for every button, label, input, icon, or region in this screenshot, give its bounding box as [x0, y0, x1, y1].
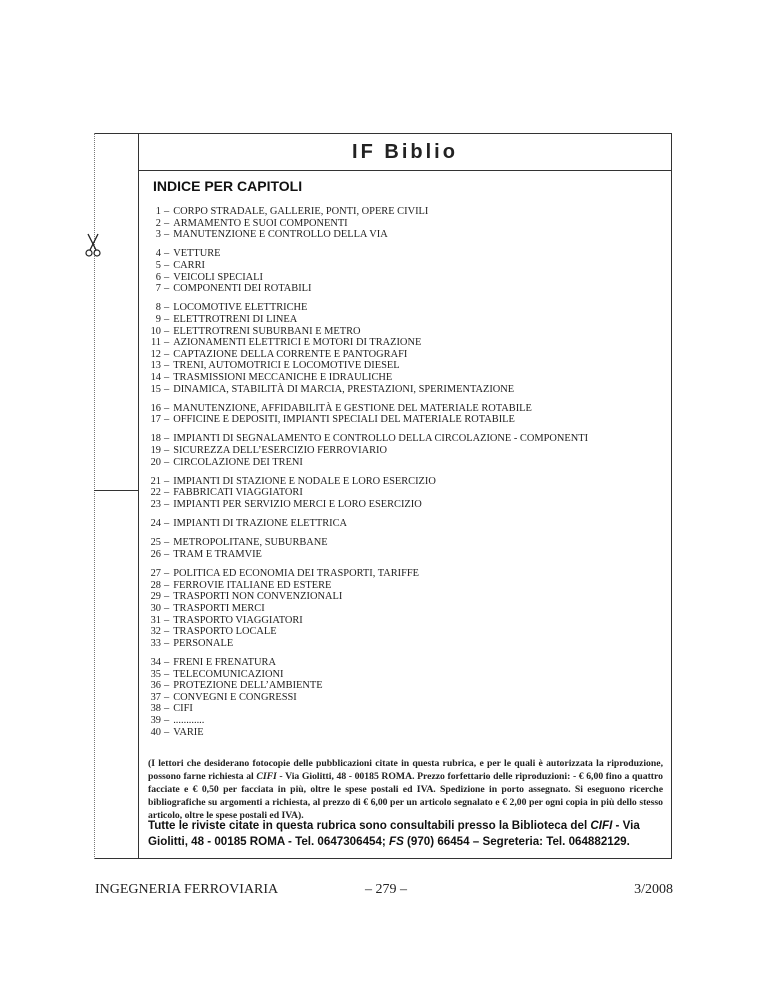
- chapter-dash: –: [164, 248, 170, 260]
- margin-divider: [138, 133, 139, 859]
- chapter-number: 36: [150, 680, 161, 692]
- chapter-group: [148, 518, 663, 530]
- chapter-number: 6: [155, 271, 161, 283]
- chapter-item: [148, 457, 663, 469]
- chapter-item: [148, 302, 663, 314]
- chapter-label: IMPIANTI DI SEGNALAMENTO E CONTROLLO DELLA CIRCOLAZIONE - COMPONENTI: [173, 433, 589, 445]
- chapter-item: [148, 669, 663, 681]
- chapter-item: [148, 360, 663, 372]
- chapter-dash: –: [164, 726, 170, 738]
- chapter-number: 35: [150, 668, 161, 680]
- chapter-dash: –: [164, 537, 170, 549]
- chapter-dash: –: [164, 337, 170, 349]
- margin-tick: [94, 490, 138, 491]
- chapter-item: [148, 314, 663, 326]
- chapter-group: [148, 206, 663, 241]
- chapter-group: [148, 403, 663, 426]
- chapter-label: ............: [173, 714, 205, 726]
- chapter-number: 27: [150, 568, 161, 580]
- chapter-number: 11: [150, 337, 161, 349]
- chapter-item: [148, 591, 663, 603]
- chapter-number: 24: [150, 518, 161, 530]
- chapter-item: [148, 615, 663, 627]
- chapter-dash: –: [164, 602, 170, 614]
- chapter-item: [148, 283, 663, 295]
- chapter-label: VARIE: [173, 726, 204, 738]
- chapter-item: [148, 518, 663, 530]
- chapter-number: 4: [155, 248, 161, 260]
- chapter-number: 14: [150, 371, 161, 383]
- chapter-dash: –: [164, 271, 170, 283]
- chapter-number: 33: [150, 637, 161, 649]
- chapter-number: 40: [150, 726, 161, 738]
- chapter-label: TRASPORTI NON CONVENZIONALI: [173, 591, 343, 603]
- chapter-dash: –: [164, 313, 170, 325]
- photocopy-note: [148, 757, 663, 822]
- chapter-item: [148, 433, 663, 445]
- chapter-item: [148, 248, 663, 260]
- chapter-number: 12: [150, 348, 161, 360]
- chapter-item: [148, 580, 663, 592]
- chapter-item: [148, 218, 663, 230]
- availability-text-1: Tutte le riviste citate in questa rubrica sono consultabili presso la Biblioteca del: [148, 819, 591, 832]
- chapter-label: ELETTROTRENI SUBURBANI E METRO: [173, 325, 361, 337]
- chapter-dash: –: [164, 668, 170, 680]
- chapter-number: 1: [155, 206, 161, 217]
- chapter-number: 39: [150, 714, 161, 726]
- chapter-label: LOCOMOTIVE ELETTRICHE: [173, 302, 308, 314]
- chapter-label: VEICOLI SPECIALI: [173, 271, 263, 283]
- chapter-item: [148, 715, 663, 727]
- chapter-label: TRASMISSIONI MECCANICHE E IDRAULICHE: [173, 371, 393, 383]
- chapter-number: 16: [150, 402, 161, 414]
- chapter-item: [148, 349, 663, 361]
- chapter-group: [148, 433, 663, 468]
- chapter-number: 18: [150, 433, 161, 445]
- chapter-dash: –: [164, 591, 170, 603]
- chapter-label: TRENI, AUTOMOTRICI E LOCOMOTIVE DIESEL: [173, 360, 400, 372]
- chapter-item: [148, 206, 663, 218]
- chapter-group: [148, 537, 663, 560]
- note-cifi: CIFI: [256, 771, 277, 782]
- chapter-number: 25: [150, 537, 161, 549]
- chapter-item: [148, 603, 663, 615]
- footer-issue: 3/2008: [634, 882, 673, 897]
- chapter-number: 19: [150, 445, 161, 457]
- chapter-dash: –: [164, 714, 170, 726]
- chapter-dash: –: [164, 656, 170, 668]
- section-title: IF Biblio: [352, 141, 458, 163]
- chapter-dash: –: [164, 217, 170, 229]
- note-text-2: - Via Giolitti, 48 - 00185 ROMA. Prezzo forfettario delle riproduzioni: - € 6,00 fino a quattro facciate e € 0,50 per facciata in più, oltre le spese postali ed IVA. Spedizione in porto assegnato. Si eseguono ricerche bibliografiche su argomenti a richiesta, al prezzo di € 6,00 per un articolo segnalato e € 2,00 per ogni copia in più dello stesso articolo, oltre le spese postali ed IVA).: [148, 771, 664, 821]
- chapter-number: 20: [150, 456, 161, 468]
- chapter-group: [148, 302, 663, 395]
- chapter-item: [148, 272, 663, 284]
- chapter-dash: –: [164, 637, 170, 649]
- chapter-label: CAPTAZIONE DELLA CORRENTE E PANTOGRAFI: [173, 348, 408, 360]
- chapter-label: IMPIANTI PER SERVIZIO MERCI E LORO ESERCIZIO: [173, 499, 422, 511]
- chapter-number: 5: [155, 259, 161, 271]
- chapter-number: 31: [150, 614, 161, 626]
- chapter-dash: –: [164, 568, 170, 580]
- chapter-item: [148, 568, 663, 580]
- chapter-dash: –: [164, 371, 170, 383]
- chapter-label: FERROVIE ITALIANE ED ESTERE: [173, 579, 332, 591]
- chapter-number: 28: [150, 579, 161, 591]
- chapter-label: CIFI: [173, 703, 193, 715]
- chapter-dash: –: [164, 703, 170, 715]
- chapter-item: [148, 537, 663, 549]
- chapter-item: [148, 260, 663, 272]
- chapter-label: FABBRICATI VIAGGIATORI: [173, 487, 303, 499]
- chapter-label: FRENI E FRENATURA: [173, 656, 276, 668]
- availability-text-3: (970) 66454 – Segreteria: Tel. 064882129.: [403, 835, 630, 848]
- chapter-number: 7: [155, 283, 161, 295]
- chapter-item: [148, 727, 663, 739]
- chapter-dash: –: [164, 229, 170, 241]
- chapter-group: [148, 248, 663, 294]
- chapter-label: CORPO STRADALE, GALLERIE, PONTI, OPERE CIVILI: [173, 206, 429, 217]
- chapter-number: 26: [150, 549, 161, 560]
- chapter-item: [148, 549, 663, 561]
- chapter-number: 13: [150, 360, 161, 372]
- chapter-label: TRASPORTO LOCALE: [173, 626, 277, 638]
- chapter-dash: –: [164, 680, 170, 692]
- chapter-label: ELETTROTRENI DI LINEA: [173, 313, 298, 325]
- chapter-dash: –: [164, 549, 170, 560]
- note-text-1: (I lettori che desiderano fotocopie delle pubblicazioni citate in questa rubrica, e per le quali è autorizzata la riproduzione, possono farne richiesta al: [148, 758, 663, 782]
- chapter-label: TRASPORTO VIAGGIATORI: [173, 614, 303, 626]
- chapter-group: [148, 476, 663, 511]
- chapter-dash: –: [164, 206, 170, 217]
- chapter-label: POLITICA ED ECONOMIA DEI TRASPORTI, TARIFFE: [173, 568, 420, 580]
- chapter-dash: –: [164, 614, 170, 626]
- chapter-dash: –: [164, 414, 170, 426]
- chapter-item: [148, 487, 663, 499]
- chapter-number: 32: [150, 626, 161, 638]
- chapter-dash: –: [164, 348, 170, 360]
- chapter-label: DINAMICA, STABILITÀ DI MARCIA, PRESTAZIONI, SPERIMENTAZIONE: [173, 383, 515, 395]
- chapter-label: IMPIANTI DI STAZIONE E NODALE E LORO ESERCIZIO: [173, 475, 436, 487]
- chapter-dash: –: [164, 259, 170, 271]
- chapter-dash: –: [164, 499, 170, 511]
- chapter-label: MANUTENZIONE, AFFIDABILITÀ E GESTIONE DEL MATERIALE ROTABILE: [173, 402, 532, 414]
- chapter-item: [148, 680, 663, 692]
- chapter-dash: –: [164, 691, 170, 703]
- chapter-number: 17: [150, 414, 161, 426]
- chapter-item: [148, 692, 663, 704]
- chapter-dash: –: [164, 325, 170, 337]
- chapter-item: [148, 499, 663, 511]
- chapter-item: [148, 476, 663, 488]
- chapter-label: TRAM E TRAMVIE: [173, 549, 262, 560]
- chapter-dash: –: [164, 360, 170, 372]
- chapter-dash: –: [164, 626, 170, 638]
- chapter-item: [148, 229, 663, 241]
- chapter-dash: –: [164, 456, 170, 468]
- chapter-number: 8: [155, 302, 161, 314]
- library-availability: [148, 818, 663, 850]
- chapter-dash: –: [164, 402, 170, 414]
- chapter-label: SICUREZZA DELL’ESERCIZIO FERROVIARIO: [173, 445, 387, 457]
- chapter-dash: –: [164, 487, 170, 499]
- chapter-label: CONVEGNI E CONGRESSI: [173, 691, 297, 703]
- chapter-number: 37: [150, 691, 161, 703]
- chapter-label: IMPIANTI DI TRAZIONE ELETTRICA: [173, 518, 348, 530]
- footer-page-number: – 279 –: [365, 882, 407, 897]
- chapter-number: 9: [155, 313, 161, 325]
- availability-text-2: - Via Giolitti, 48 - 00185 ROMA - Tel. 0647306454;: [148, 819, 640, 848]
- chapter-label: TELECOMUNICAZIONI: [173, 668, 284, 680]
- chapter-number: 23: [150, 499, 161, 511]
- index-heading: INDICE PER CAPITOLI: [153, 178, 303, 194]
- chapter-label: MANUTENZIONE E CONTROLLO DELLA VIA: [173, 229, 388, 241]
- chapter-label: METROPOLITANE, SUBURBANE: [173, 537, 328, 549]
- chapter-number: 3: [155, 229, 161, 241]
- chapter-item: [148, 326, 663, 338]
- chapter-label: VETTURE: [173, 248, 221, 260]
- chapter-item: [148, 414, 663, 426]
- chapter-number: 10: [150, 325, 161, 337]
- chapter-dash: –: [164, 433, 170, 445]
- chapter-dash: –: [164, 579, 170, 591]
- chapter-item: [148, 626, 663, 638]
- chapter-dash: –: [164, 445, 170, 457]
- chapter-label: COMPONENTI DEI ROTABILI: [173, 283, 312, 295]
- chapter-number: 2: [155, 217, 161, 229]
- chapter-number: 21: [150, 475, 161, 487]
- title-rule: [138, 170, 672, 171]
- chapter-item: [148, 384, 663, 396]
- chapter-number: 38: [150, 703, 161, 715]
- availability-fs: FS: [389, 835, 404, 848]
- chapter-dash: –: [164, 283, 170, 295]
- chapter-dash: –: [164, 518, 170, 530]
- chapter-dash: –: [164, 383, 170, 395]
- chapter-item: [148, 372, 663, 384]
- chapter-label: AZIONAMENTI ELETTRICI E MOTORI DI TRAZIONE: [173, 337, 422, 349]
- chapter-number: 29: [150, 591, 161, 603]
- chapter-group: [148, 657, 663, 738]
- chapter-dash: –: [164, 475, 170, 487]
- chapter-dash: –: [164, 302, 170, 314]
- chapter-label: PERSONALE: [173, 637, 234, 649]
- chapter-item: [148, 703, 663, 715]
- chapter-label: ARMAMENTO E SUOI COMPONENTI: [173, 217, 348, 229]
- chapter-label: TRASPORTI MERCI: [173, 602, 265, 614]
- scissors-icon: [82, 232, 104, 258]
- chapter-number: 34: [150, 656, 161, 668]
- availability-cifi: CIFI: [590, 819, 613, 832]
- chapter-item: [148, 337, 663, 349]
- chapter-label: OFFICINE E DEPOSITI, IMPIANTI SPECIALI DEL MATERIALE ROTABILE: [173, 414, 515, 426]
- chapter-label: CIRCOLAZIONE DEI TRENI: [173, 456, 303, 468]
- footer-journal: INGEGNERIA FERROVIARIA: [95, 882, 279, 897]
- chapter-number: 30: [150, 602, 161, 614]
- chapter-label: CARRI: [173, 259, 205, 271]
- chapter-item: [148, 403, 663, 415]
- chapter-number: 22: [150, 487, 161, 499]
- chapter-label: PROTEZIONE DELL’AMBIENTE: [173, 680, 323, 692]
- chapter-index: [148, 206, 663, 746]
- chapter-item: [148, 638, 663, 650]
- chapter-item: [148, 445, 663, 457]
- chapter-item: [148, 657, 663, 669]
- chapter-group: [148, 568, 663, 649]
- chapter-number: 15: [150, 383, 161, 395]
